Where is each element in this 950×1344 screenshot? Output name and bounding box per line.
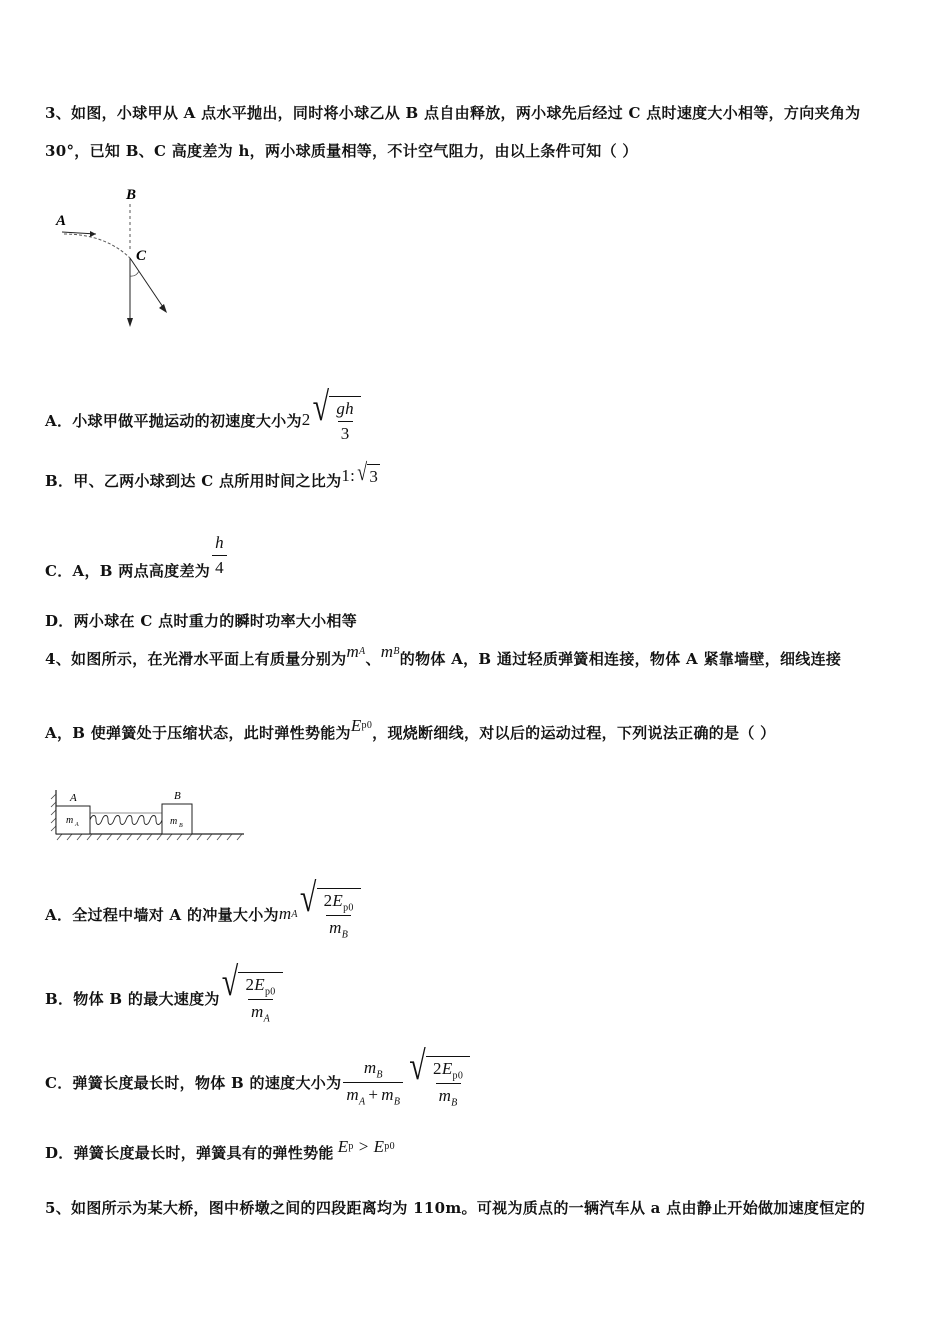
q4-fig-label-B: B <box>174 790 181 802</box>
q4-fig-label-A: A <box>70 792 77 804</box>
q4-spring-figure <box>50 786 250 846</box>
q3-stem-line2: 30°，已知 B、C 高度差为 h，两小球质量相等，不计空气阻力，由以上条件可知（ ） <box>45 142 638 160</box>
q4-stem-line1: 4、如图所示，在光滑水平面上有质量分别为 m A 、 m B 的物体 A，B 通过轻质弹簧相连接，物体 A 紧靠墙壁，细线连接 <box>45 641 842 668</box>
q3-option-B[interactable]: B．甲、乙两小球到达 C 点所用时间之比为 1: √ 3 <box>45 458 379 490</box>
q3-fig-label-C: C <box>136 248 147 264</box>
q4-fig-label-mA: m <box>66 815 74 826</box>
q3-stem-line1: 3、如图，小球甲从 A 点水平抛出，同时将小球乙从 B 点自由释放，两小球先后经过 C 点时速度大小相等，方向夹角为 <box>45 104 861 122</box>
q4-option-D[interactable]: D．弹簧长度最长时，弹簧具有的弹性势能 E p > E p0 <box>45 1136 395 1162</box>
q3-option-A[interactable]: A．小球甲做平抛运动的初速度大小为 2 √ $\frac{gh}{3}$ <box>45 396 905 444</box>
q4-fig-label-mB: m <box>170 816 178 827</box>
q3-option-C[interactable]: C．A，B 两点高度差为 $\frac{h}{4}$ <box>45 530 905 581</box>
q4-stem-line2: A，B 使弹簧处于压缩状态，此时弹性势能为 E p0 ，现烧断细线，对以后的运动过程，下列说法正确的是（ ） <box>45 715 776 742</box>
q5-stem-line1: 5、如图所示为某大桥，图中桥墩之间的四段距离均为 110m。可视为质点的一辆汽车从 a 点由静止开始做加速度恒定的 <box>45 1199 866 1217</box>
q3-fig-label-A: A <box>56 213 67 229</box>
q4-option-B[interactable]: B．物体 B 的最大速度为 √ $\frac{2E_{p0}}{m_A}$ <box>45 972 905 1025</box>
q3-option-D[interactable]: D．两小球在 C 点时重力的瞬时功率大小相等 <box>45 612 357 630</box>
q4-option-C[interactable]: C．弹簧长度最长时，物体 B 的速度大小为 $\frac{m_B}{m_A + m_B}$ √ $\frac{2E_{p0}}{m_B}$ <box>45 1056 905 1109</box>
q4-option-A[interactable]: A．全过程中墙对 A 的冲量大小为 m A √ $\frac{2E_{p0}}{m_B}$ <box>45 888 905 941</box>
q3-fig-label-B: B <box>126 187 137 203</box>
q3-projectile-figure <box>50 182 180 332</box>
q4-fig-label-mB-sub: B <box>179 823 183 829</box>
q4-fig-label-mA-sub: A <box>75 822 79 828</box>
